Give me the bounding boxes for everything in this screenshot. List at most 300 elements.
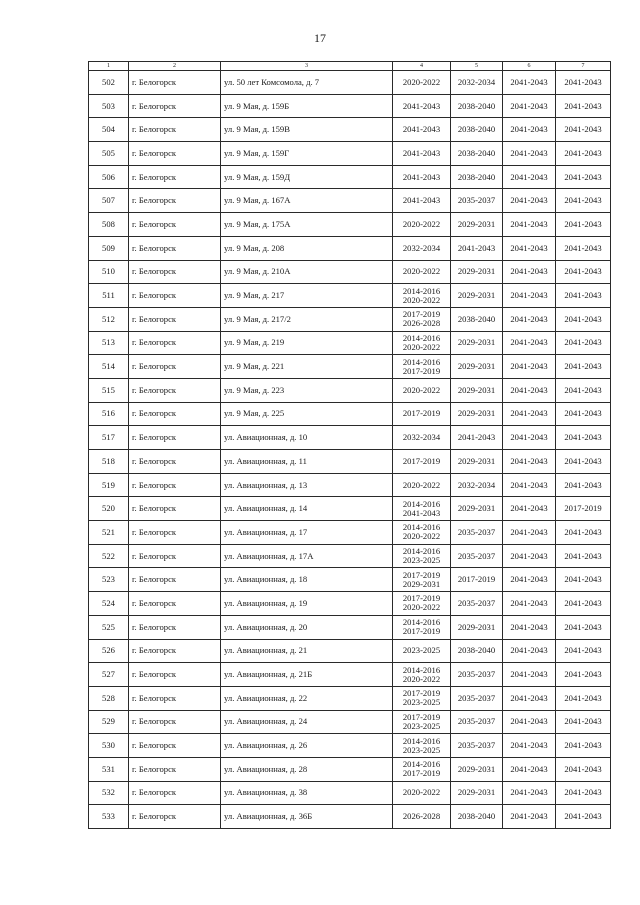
address-cell: ул. Авиационная, д. 38: [221, 781, 393, 805]
period-col6-cell: 2041-2043: [503, 165, 556, 189]
row-number: 511: [89, 284, 129, 308]
table-row: [89, 307, 611, 331]
row-number: 520: [89, 497, 129, 521]
period-col7-cell: 2041-2043: [556, 615, 611, 639]
period-col4-line: 2017-2019: [402, 365, 441, 376]
period-col4-line: 2041-2043: [402, 507, 441, 518]
period-col7-cell: 2041-2043: [556, 473, 611, 497]
period-col4-line: 2032-2034: [402, 242, 441, 253]
table-row: [89, 710, 611, 734]
address-cell: ул. Авиационная, д. 24: [221, 710, 393, 734]
row-number: 527: [89, 663, 129, 687]
period-col5-cell: 2029-2031: [451, 497, 503, 521]
row-number: 525: [89, 615, 129, 639]
row-number: 507: [89, 189, 129, 213]
address-cell: ул. 9 Мая, д. 219: [221, 331, 393, 355]
row-number: 502: [89, 71, 129, 95]
period-col4-line: 2020-2022: [402, 341, 441, 352]
table-row: [89, 639, 611, 663]
table-row: [89, 544, 611, 568]
city-cell: г. Белогорск: [129, 378, 221, 402]
period-col4-line: 2029-2031: [402, 578, 441, 589]
city-cell: г. Белогорск: [129, 236, 221, 260]
period-col6-cell: 2041-2043: [503, 307, 556, 331]
period-col4-line: 2023-2025: [402, 720, 441, 731]
period-col4-line: 2020-2022: [402, 602, 441, 613]
row-number: 523: [89, 568, 129, 592]
row-number: 515: [89, 378, 129, 402]
period-col5-cell: 2029-2031: [451, 615, 503, 639]
period-col5-cell: 2029-2031: [451, 355, 503, 379]
address-cell: ул. 9 Мая, д. 223: [221, 378, 393, 402]
period-col4-cell: [393, 497, 451, 521]
period-col4-line: 2041-2043: [402, 100, 441, 111]
city-cell: г. Белогорск: [129, 592, 221, 616]
row-number: 508: [89, 213, 129, 237]
city-cell: г. Белогорск: [129, 189, 221, 213]
period-col5-cell: 2029-2031: [451, 213, 503, 237]
city-cell: г. Белогорск: [129, 663, 221, 687]
table-row: [89, 686, 611, 710]
period-col5-cell: 2032-2034: [451, 473, 503, 497]
address-cell: ул. Авиационная, д. 17А: [221, 544, 393, 568]
row-number: 532: [89, 781, 129, 805]
period-col7-cell: 2041-2043: [556, 260, 611, 284]
column-number: 4: [393, 62, 451, 71]
period-col4-line: 2014-2016: [402, 285, 441, 296]
row-number: 517: [89, 426, 129, 450]
period-col5-cell: 2032-2034: [451, 71, 503, 95]
period-col6-cell: 2041-2043: [503, 94, 556, 118]
table-row: [89, 284, 611, 308]
city-cell: г. Белогорск: [129, 781, 221, 805]
city-cell: г. Белогорск: [129, 497, 221, 521]
row-number: 513: [89, 331, 129, 355]
period-col7-cell: 2041-2043: [556, 236, 611, 260]
period-col6-cell: 2041-2043: [503, 236, 556, 260]
period-col4-cell: [393, 355, 451, 379]
column-number: 6: [503, 62, 556, 71]
period-col6-cell: 2041-2043: [503, 142, 556, 166]
period-col4-line: 2014-2016: [402, 664, 441, 675]
period-col5-cell: 2038-2040: [451, 165, 503, 189]
page-number: 17: [314, 31, 326, 45]
address-cell: ул. 9 Мая, д. 159Б: [221, 94, 393, 118]
address-cell: ул. Авиационная, д. 18: [221, 568, 393, 592]
period-col4-line: 2017-2019: [402, 408, 441, 419]
table-row: [89, 426, 611, 450]
period-col7-cell: 2041-2043: [556, 118, 611, 142]
period-col5-cell: 2017-2019: [451, 568, 503, 592]
period-col4-line: 2017-2019: [402, 768, 441, 779]
period-col4-line: 2017-2019: [402, 626, 441, 637]
row-number: 506: [89, 165, 129, 189]
period-col5-cell: 2029-2031: [451, 757, 503, 781]
period-col4-line: 2023-2025: [402, 555, 441, 566]
period-col7-cell: 2041-2043: [556, 355, 611, 379]
table-row: [89, 402, 611, 426]
period-col4-cell: [393, 568, 451, 592]
address-cell: ул. 9 Мая, д. 221: [221, 355, 393, 379]
address-cell: ул. 9 Мая, д. 217/2: [221, 307, 393, 331]
period-col4-cell: [393, 284, 451, 308]
table-row: [89, 781, 611, 805]
table-row: [89, 497, 611, 521]
address-cell: ул. Авиационная, д. 14: [221, 497, 393, 521]
city-cell: г. Белогорск: [129, 71, 221, 95]
period-col7-cell: 2041-2043: [556, 402, 611, 426]
period-col4-line: 2020-2022: [402, 76, 441, 87]
period-col7-cell: 2041-2043: [556, 663, 611, 687]
table-row: [89, 805, 611, 829]
period-col4-line: 2017-2019: [402, 593, 441, 604]
city-cell: г. Белогорск: [129, 426, 221, 450]
period-col4-line: 2023-2025: [402, 645, 441, 656]
period-col6-cell: 2041-2043: [503, 426, 556, 450]
column-number: 3: [221, 62, 393, 71]
period-col5-cell: 2035-2037: [451, 544, 503, 568]
address-cell: ул. 9 Мая, д. 208: [221, 236, 393, 260]
city-cell: г. Белогорск: [129, 568, 221, 592]
period-col4-cell: [393, 686, 451, 710]
table-row: [89, 260, 611, 284]
period-col7-cell: 2041-2043: [556, 426, 611, 450]
table-row: [89, 213, 611, 237]
city-cell: г. Белогорск: [129, 615, 221, 639]
address-cell: ул. 9 Мая, д. 159Д: [221, 165, 393, 189]
city-cell: г. Белогорск: [129, 165, 221, 189]
period-col6-cell: 2041-2043: [503, 521, 556, 545]
period-col6-cell: 2041-2043: [503, 686, 556, 710]
address-cell: ул. 9 Мая, д. 175А: [221, 213, 393, 237]
period-col5-cell: 2029-2031: [451, 260, 503, 284]
table-row: [89, 142, 611, 166]
period-col5-cell: 2035-2037: [451, 710, 503, 734]
period-col4-line: 2026-2028: [402, 811, 441, 822]
period-col4-line: 2020-2022: [402, 787, 441, 798]
table-row: [89, 734, 611, 758]
period-col4-cell: [393, 236, 451, 260]
city-cell: г. Белогорск: [129, 521, 221, 545]
period-col4-line: 2017-2019: [402, 688, 441, 699]
period-col4-cell: [393, 757, 451, 781]
row-number: 512: [89, 307, 129, 331]
city-cell: г. Белогорск: [129, 260, 221, 284]
row-number: 530: [89, 734, 129, 758]
column-number: 7: [556, 62, 611, 71]
period-col6-cell: 2041-2043: [503, 213, 556, 237]
period-col4-cell: [393, 663, 451, 687]
column-number-row: [89, 62, 611, 71]
period-col6-cell: 2041-2043: [503, 402, 556, 426]
period-col4-line: 2014-2016: [402, 332, 441, 343]
period-col4-cell: [393, 426, 451, 450]
period-col7-cell: 2041-2043: [556, 378, 611, 402]
row-number: 529: [89, 710, 129, 734]
period-col6-cell: 2041-2043: [503, 331, 556, 355]
period-col4-line: 2020-2022: [402, 266, 441, 277]
city-cell: г. Белогорск: [129, 473, 221, 497]
city-cell: г. Белогорск: [129, 757, 221, 781]
period-col6-cell: 2041-2043: [503, 568, 556, 592]
address-cell: ул. Авиационная, д. 11: [221, 450, 393, 474]
address-cell: ул. Авиационная, д. 20: [221, 615, 393, 639]
period-col7-cell: 2041-2043: [556, 757, 611, 781]
table-row: [89, 568, 611, 592]
period-col7-cell: 2041-2043: [556, 592, 611, 616]
period-col6-cell: 2041-2043: [503, 450, 556, 474]
period-col7-cell: 2041-2043: [556, 331, 611, 355]
column-number: 5: [451, 62, 503, 71]
row-number: 531: [89, 757, 129, 781]
housing-repair-schedule-table: [88, 61, 611, 829]
table-row: [89, 615, 611, 639]
city-cell: г. Белогорск: [129, 284, 221, 308]
period-col4-line: 2017-2019: [402, 455, 441, 466]
period-col4-cell: [393, 331, 451, 355]
city-cell: г. Белогорск: [129, 118, 221, 142]
address-cell: ул. 9 Мая, д. 217: [221, 284, 393, 308]
period-col4-line: 2020-2022: [402, 218, 441, 229]
period-col4-line: 2032-2034: [402, 432, 441, 443]
period-col7-cell: 2041-2043: [556, 307, 611, 331]
period-col4-line: 2020-2022: [402, 531, 441, 542]
address-cell: ул. Авиационная, д. 10: [221, 426, 393, 450]
address-cell: ул. Авиационная, д. 21: [221, 639, 393, 663]
table-row: [89, 71, 611, 95]
period-col4-cell: [393, 450, 451, 474]
period-col5-cell: 2029-2031: [451, 402, 503, 426]
period-col7-cell: 2041-2043: [556, 781, 611, 805]
period-col7-cell: 2041-2043: [556, 544, 611, 568]
period-col5-cell: 2029-2031: [451, 378, 503, 402]
row-number: 510: [89, 260, 129, 284]
period-col4-line: 2041-2043: [402, 147, 441, 158]
address-cell: ул. Авиационная, д. 26: [221, 734, 393, 758]
period-col4-line: 2014-2016: [402, 759, 441, 770]
period-col4-cell: [393, 544, 451, 568]
table-body: [89, 62, 611, 829]
period-col6-cell: 2041-2043: [503, 189, 556, 213]
period-col6-cell: 2041-2043: [503, 615, 556, 639]
period-col4-cell: [393, 260, 451, 284]
period-col6-cell: 2041-2043: [503, 544, 556, 568]
period-col4-cell: [393, 734, 451, 758]
table-row: [89, 94, 611, 118]
period-col4-line: 2020-2022: [402, 294, 441, 305]
period-col5-cell: 2038-2040: [451, 94, 503, 118]
period-col6-cell: 2041-2043: [503, 378, 556, 402]
period-col4-cell: [393, 213, 451, 237]
period-col5-cell: 2041-2043: [451, 236, 503, 260]
period-col6-cell: 2041-2043: [503, 284, 556, 308]
city-cell: г. Белогорск: [129, 805, 221, 829]
table-row: [89, 331, 611, 355]
row-number: 509: [89, 236, 129, 260]
row-number: 526: [89, 639, 129, 663]
row-number: 505: [89, 142, 129, 166]
row-number: 519: [89, 473, 129, 497]
table-row: [89, 450, 611, 474]
period-col4-line: 2023-2025: [402, 697, 441, 708]
period-col5-cell: 2035-2037: [451, 663, 503, 687]
period-col5-cell: 2029-2031: [451, 284, 503, 308]
period-col4-line: 2020-2022: [402, 384, 441, 395]
table-row: [89, 592, 611, 616]
period-col6-cell: 2041-2043: [503, 805, 556, 829]
period-col6-cell: 2041-2043: [503, 757, 556, 781]
table-row: [89, 165, 611, 189]
period-col6-cell: 2041-2043: [503, 260, 556, 284]
period-col5-cell: 2035-2037: [451, 592, 503, 616]
period-col6-cell: 2041-2043: [503, 592, 556, 616]
address-cell: ул. 9 Мая, д. 159В: [221, 118, 393, 142]
row-number: 522: [89, 544, 129, 568]
city-cell: г. Белогорск: [129, 710, 221, 734]
period-col4-line: 2017-2019: [402, 711, 441, 722]
period-col6-cell: 2041-2043: [503, 355, 556, 379]
period-col6-cell: 2041-2043: [503, 71, 556, 95]
city-cell: г. Белогорск: [129, 402, 221, 426]
row-number: 514: [89, 355, 129, 379]
table-row: [89, 663, 611, 687]
period-col7-cell: 2017-2019: [556, 497, 611, 521]
period-col4-line: 2017-2019: [402, 309, 441, 320]
period-col4-cell: [393, 307, 451, 331]
address-cell: ул. 9 Мая, д. 167А: [221, 189, 393, 213]
period-col5-cell: 2038-2040: [451, 142, 503, 166]
city-cell: г. Белогорск: [129, 686, 221, 710]
period-col4-line: 2041-2043: [402, 195, 441, 206]
period-col7-cell: 2041-2043: [556, 71, 611, 95]
period-col7-cell: 2041-2043: [556, 284, 611, 308]
period-col4-line: 2014-2016: [402, 522, 441, 533]
period-col4-cell: [393, 189, 451, 213]
period-col5-cell: 2038-2040: [451, 307, 503, 331]
period-col4-line: 2017-2019: [402, 569, 441, 580]
period-col7-cell: 2041-2043: [556, 94, 611, 118]
period-col4-cell: [393, 615, 451, 639]
period-col4-cell: [393, 94, 451, 118]
period-col6-cell: 2041-2043: [503, 663, 556, 687]
period-col4-cell: [393, 781, 451, 805]
row-number: 518: [89, 450, 129, 474]
column-number: 1: [89, 62, 129, 71]
period-col4-line: 2026-2028: [402, 318, 441, 329]
period-col7-cell: 2041-2043: [556, 521, 611, 545]
row-number: 524: [89, 592, 129, 616]
city-cell: г. Белогорск: [129, 450, 221, 474]
period-col7-cell: 2041-2043: [556, 734, 611, 758]
address-cell: ул. Авиационная, д. 21Б: [221, 663, 393, 687]
period-col5-cell: 2038-2040: [451, 639, 503, 663]
address-cell: ул. Авиационная, д. 36Б: [221, 805, 393, 829]
city-cell: г. Белогорск: [129, 142, 221, 166]
period-col6-cell: 2041-2043: [503, 473, 556, 497]
city-cell: г. Белогорск: [129, 639, 221, 663]
period-col6-cell: 2041-2043: [503, 497, 556, 521]
city-cell: г. Белогорск: [129, 331, 221, 355]
address-cell: ул. Авиационная, д. 13: [221, 473, 393, 497]
row-number: 533: [89, 805, 129, 829]
period-col4-cell: [393, 521, 451, 545]
row-number: 521: [89, 521, 129, 545]
period-col7-cell: 2041-2043: [556, 568, 611, 592]
address-cell: ул. 50 лет Комсомола, д. 7: [221, 71, 393, 95]
address-cell: ул. Авиационная, д. 19: [221, 592, 393, 616]
city-cell: г. Белогорск: [129, 544, 221, 568]
period-col5-cell: 2038-2040: [451, 805, 503, 829]
period-col7-cell: 2041-2043: [556, 165, 611, 189]
period-col7-cell: 2041-2043: [556, 686, 611, 710]
table-row: [89, 757, 611, 781]
address-cell: ул. Авиационная, д. 28: [221, 757, 393, 781]
period-col4-line: 2014-2016: [402, 735, 441, 746]
period-col4-line: 2023-2025: [402, 744, 441, 755]
period-col4-cell: [393, 118, 451, 142]
period-col5-cell: 2035-2037: [451, 521, 503, 545]
period-col6-cell: 2041-2043: [503, 781, 556, 805]
address-cell: ул. Авиационная, д. 17: [221, 521, 393, 545]
period-col4-cell: [393, 473, 451, 497]
period-col4-line: 2041-2043: [402, 171, 441, 182]
period-col5-cell: 2035-2037: [451, 686, 503, 710]
period-col4-cell: [393, 165, 451, 189]
period-col4-cell: [393, 71, 451, 95]
period-col5-cell: 2035-2037: [451, 189, 503, 213]
row-number: 528: [89, 686, 129, 710]
table-row: [89, 378, 611, 402]
period-col7-cell: 2041-2043: [556, 213, 611, 237]
period-col6-cell: 2041-2043: [503, 734, 556, 758]
period-col4-line: 2041-2043: [402, 124, 441, 135]
city-cell: г. Белогорск: [129, 734, 221, 758]
period-col4-cell: [393, 142, 451, 166]
city-cell: г. Белогорск: [129, 355, 221, 379]
period-col4-cell: [393, 378, 451, 402]
table-row: [89, 355, 611, 379]
period-col5-cell: 2041-2043: [451, 426, 503, 450]
period-col4-line: 2014-2016: [402, 498, 441, 509]
period-col4-line: 2020-2022: [402, 673, 441, 684]
period-col6-cell: 2041-2043: [503, 118, 556, 142]
period-col7-cell: 2041-2043: [556, 805, 611, 829]
period-col4-cell: [393, 592, 451, 616]
table-row: [89, 189, 611, 213]
period-col4-line: 2014-2016: [402, 356, 441, 367]
address-cell: ул. 9 Мая, д. 159Г: [221, 142, 393, 166]
column-number: 2: [129, 62, 221, 71]
period-col7-cell: 2041-2043: [556, 189, 611, 213]
period-col5-cell: 2038-2040: [451, 118, 503, 142]
period-col7-cell: 2041-2043: [556, 710, 611, 734]
table-row: [89, 118, 611, 142]
city-cell: г. Белогорск: [129, 94, 221, 118]
period-col4-line: 2020-2022: [402, 479, 441, 490]
city-cell: г. Белогорск: [129, 213, 221, 237]
table-row: [89, 521, 611, 545]
address-cell: ул. Авиационная, д. 22: [221, 686, 393, 710]
period-col5-cell: 2029-2031: [451, 781, 503, 805]
address-cell: ул. 9 Мая, д. 225: [221, 402, 393, 426]
table-row: [89, 236, 611, 260]
period-col4-cell: [393, 402, 451, 426]
period-col5-cell: 2029-2031: [451, 450, 503, 474]
row-number: 504: [89, 118, 129, 142]
period-col5-cell: 2029-2031: [451, 331, 503, 355]
row-number: 516: [89, 402, 129, 426]
period-col6-cell: 2041-2043: [503, 639, 556, 663]
